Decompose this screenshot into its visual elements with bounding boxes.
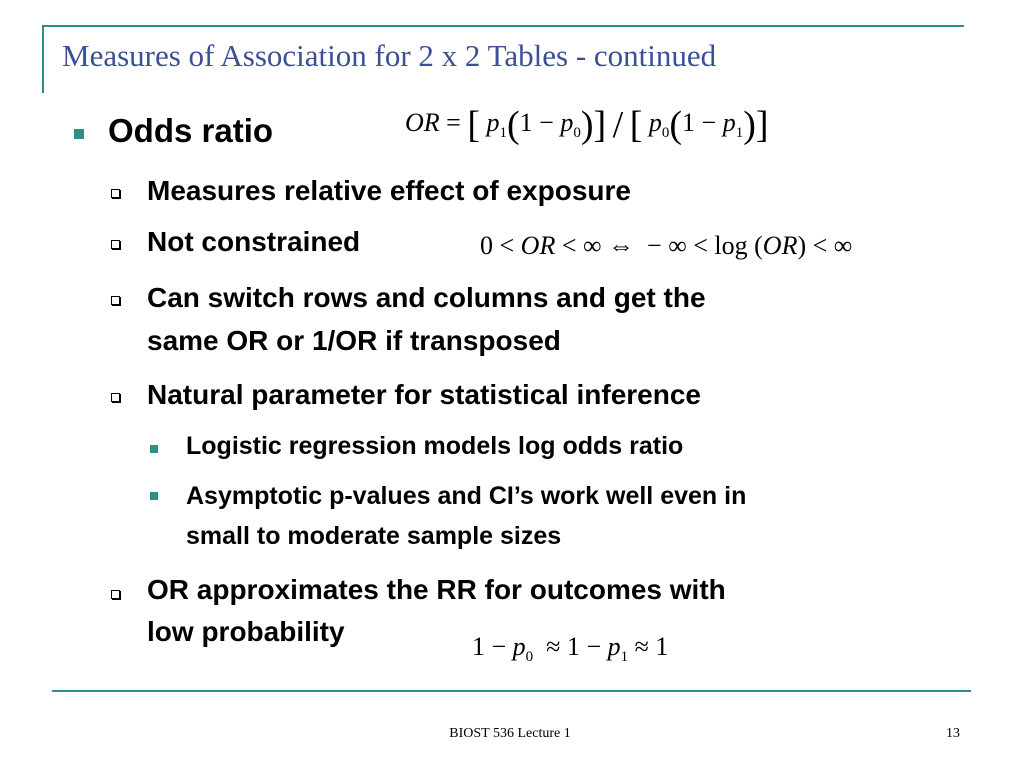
title-frame-top-rule [42, 25, 964, 27]
bullet-approximates-line-1: OR approximates the RR for outcomes with [147, 574, 726, 605]
bullet-small-square-icon [150, 445, 158, 453]
formula-unconstrained: 0 < OR < ∞ ⇔ − ∞ < log (OR) < ∞ [480, 231, 853, 260]
formula-or-definition: OR = [ $p_1(1 - p_0)$] / [ $p_0(1 - p_1)$] [405, 104, 769, 146]
bullet-hollow-square-icon [111, 393, 120, 402]
bullet-small-square-icon [150, 492, 158, 500]
bullet-switch-line-2: same OR or 1/OR if transposed [147, 325, 561, 356]
bullet-asymptotic-line-1: Asymptotic p-values and CI’s work well even in [186, 482, 747, 510]
slide-title: Measures of Association for 2 x 2 Tables - continued [62, 38, 717, 73]
footer-label: BIOST 536 Lecture 1 [449, 726, 571, 741]
bullet-hollow-square-icon [111, 189, 120, 198]
bullet-hollow-square-icon [111, 240, 120, 249]
bullet-measures-effect: Measures relative effect of exposure [147, 175, 631, 206]
bullet-not-constrained: Not constrained [147, 226, 361, 257]
bullet-natural-parameter: Natural parameter for statistical inference [147, 379, 701, 410]
bullet-logistic-regression: Logistic regression models log odds ratio [186, 432, 684, 460]
bullet-hollow-square-icon [111, 296, 120, 305]
footer-rule [52, 690, 971, 692]
formula-approximation: $1 - p_0 \approx 1 - p_1 \approx 1$ [472, 632, 669, 665]
title-frame-left-rule [42, 25, 44, 93]
bullet-asymptotic-line-2: small to moderate sample sizes [186, 522, 562, 550]
page-number: 13 [946, 726, 960, 741]
bullet-odds-ratio: Odds ratio [108, 112, 274, 149]
bullet-switch-line-1: Can switch rows and columns and get the [147, 282, 706, 313]
bullet-square-icon [74, 129, 84, 139]
bullet-approximates-line-2: low probability [147, 616, 345, 647]
bullet-hollow-square-icon [111, 590, 120, 599]
